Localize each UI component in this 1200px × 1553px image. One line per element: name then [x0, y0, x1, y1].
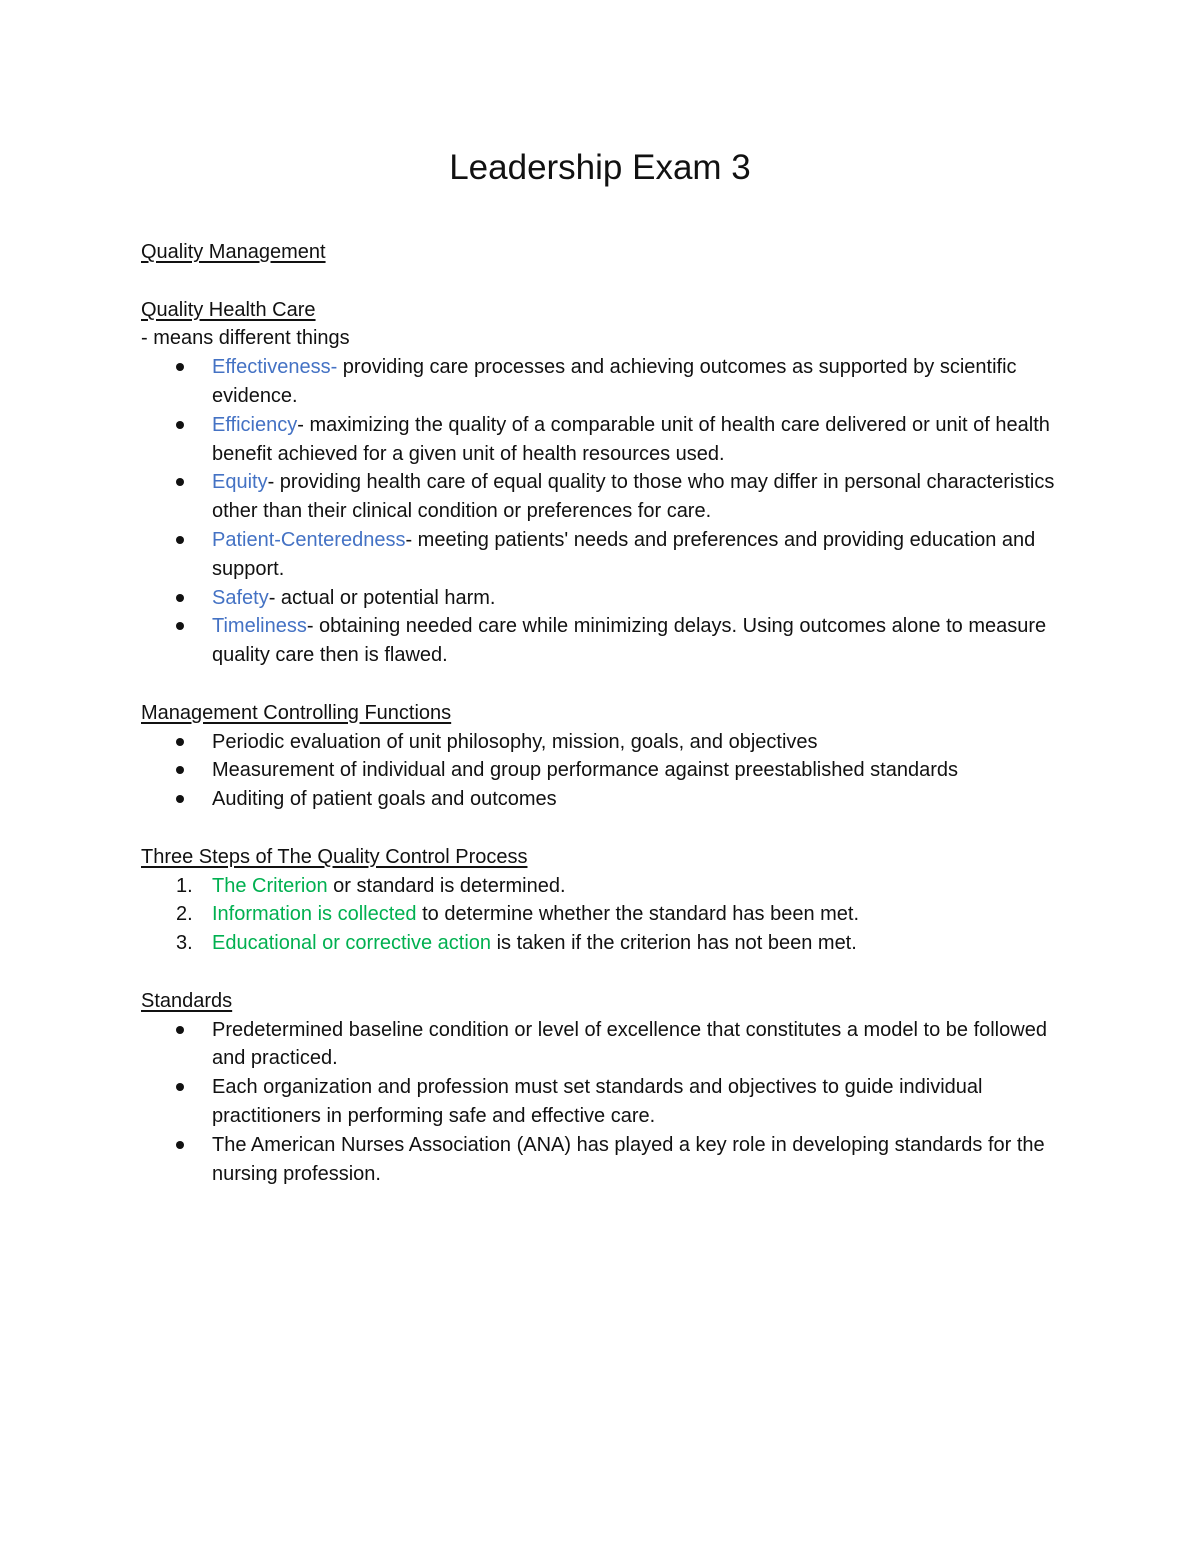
spacer — [141, 814, 1071, 843]
quality-health-care-intro: - means different things — [141, 327, 350, 350]
list-item: The American Nurses Association (ANA) has played a key role in developing standards for the nursing profession. — [141, 1131, 1071, 1189]
subheading-quality-control-steps: Three Steps of The Quality Control Process — [141, 845, 528, 868]
subheading-management-controlling: Management Controlling Functions — [141, 701, 452, 724]
term-safety: Safety — [212, 586, 269, 609]
list-item: Periodic evaluation of unit philosophy, mission, goals, and objectives — [141, 728, 1071, 757]
list-item-safety — [141, 584, 1071, 613]
list-item: Measurement of individual and group performance against preestablished standards — [141, 756, 1071, 785]
list-item-equity — [141, 468, 1071, 526]
definition-timeliness: - obtaining needed care while minimizing delays. Using outcomes alone to measure quality care then is flawed. — [212, 615, 1047, 667]
document-body — [141, 238, 1071, 1188]
step-highlight: Educational or corrective action — [212, 932, 492, 955]
section-heading-quality-management: Quality Management — [141, 241, 326, 263]
subheading-standards: Standards — [141, 989, 233, 1012]
subheading-quality-health-care: Quality Health Care — [141, 298, 316, 321]
definition-safety: - actual or potential harm. — [268, 586, 496, 609]
management-controlling-list — [141, 728, 1071, 814]
term-effectiveness: Effectiveness- — [212, 356, 338, 379]
step-number: 1. — [176, 874, 193, 897]
list-item-efficiency — [141, 411, 1071, 469]
step-item — [141, 900, 1071, 929]
term-patient-centeredness: Patient-Centeredness — [212, 528, 406, 551]
step-text: is taken if the criterion has not been met. — [491, 932, 857, 955]
term-equity: Equity — [212, 471, 268, 494]
definition-patient-centeredness: - meeting patients' needs and preferences and providing education and support. — [212, 528, 1036, 580]
list-item: Predetermined baseline condition or level of excellence that constitutes a model to be followed and practiced. — [141, 1016, 1071, 1074]
step-number: 2. — [176, 903, 193, 926]
definition-efficiency: - maximizing the quality of a comparable unit of health care delivered or unit of health benefit achieved for a given unit of health resources used. — [212, 413, 1050, 465]
list-item: Auditing of patient goals and outcomes — [141, 785, 1071, 814]
document-title: Leadership Exam 3 — [449, 148, 751, 187]
definition-effectiveness: providing care processes and achieving outcomes as supported by scientific evidence. — [212, 356, 1017, 407]
spacer — [141, 267, 1071, 296]
step-highlight: The Criterion — [212, 874, 328, 897]
term-efficiency: Efficiency — [212, 413, 298, 436]
step-text: or standard is determined. — [327, 874, 566, 897]
step-number: 3. — [176, 932, 193, 955]
term-timeliness: Timeliness — [212, 615, 307, 638]
step-highlight: Information is collected — [212, 903, 417, 926]
list-item-patient-centeredness — [141, 526, 1071, 584]
quality-control-steps-list — [141, 872, 1071, 958]
step-item — [141, 929, 1071, 958]
quality-health-care-list — [141, 353, 1071, 670]
step-text: to determine whether the standard has been met. — [416, 903, 860, 926]
list-item: Each organization and profession must set standards and objectives to guide individual practitioners in performing safe and effective care. — [141, 1073, 1071, 1131]
definition-equity: - providing health care of equal quality to those who may differ in personal characteristics other than their clinical condition or preferences for care. — [212, 471, 1055, 523]
step-item — [141, 872, 1071, 901]
list-item-effectiveness — [141, 353, 1071, 411]
spacer — [141, 670, 1071, 699]
standards-list — [141, 1016, 1071, 1189]
spacer — [141, 958, 1071, 987]
list-item-timeliness — [141, 612, 1071, 670]
